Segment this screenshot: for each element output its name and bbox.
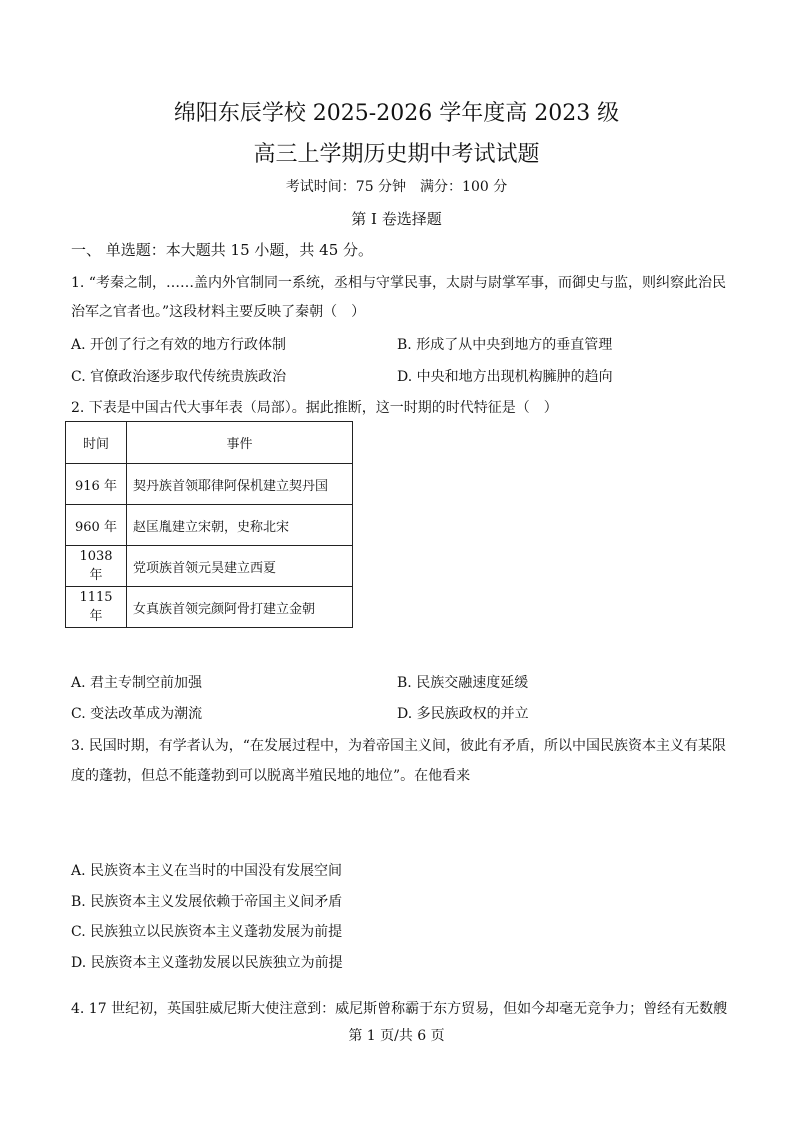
q3-option-a: A. 民族资本主义在当时的中国没有发展空间: [71, 863, 343, 879]
table-cell-time: 1038 年: [66, 546, 127, 587]
q4-stem-line1: 4. 17 世纪初，英国驻威尼斯大使注意到：威尼斯曾称霸于东方贸易，但如今却毫无竞争力；曾经有无数艘: [71, 1001, 728, 1017]
table-header-row: [66, 422, 353, 464]
page-footer: 第 1 页/共 6 页: [348, 1028, 445, 1044]
table-header-event: 事件: [127, 422, 353, 464]
q1-stem-line1: 1. “考秦之制，……盖内外官制同一系统，丞相与守掌民事，太尉与尉掌军事，而御史与监，则纠察此治民: [71, 275, 726, 291]
q2-option-b: B. 民族交融速度延缓: [397, 675, 529, 691]
table-row: [66, 546, 353, 587]
section-heading: 一、 单选题：本大题共 15 小题，共 45 分。: [71, 241, 374, 259]
q1-option-c: C. 官僚政治逐步取代传统贵族政治: [71, 369, 287, 385]
exam-title-line2: 高三上学期历史期中考试试题: [253, 142, 540, 167]
q2-stem: 2. 下表是中国古代大事年表（局部）。据此推断，这一时期的时代特征是（ ）: [71, 400, 558, 416]
q2-option-a: A. 君主专制空前加强: [71, 675, 203, 691]
table-cell-event: 女真族首领完颜阿骨打建立金朝: [127, 587, 353, 628]
table-row: [66, 505, 353, 546]
q3-option-c: C. 民族独立以民族资本主义蓬勃发展为前提: [71, 924, 343, 940]
table-cell-event: 赵匡胤建立宋朝，史称北宋: [127, 505, 353, 546]
table-row: [66, 464, 353, 505]
q3-option-d: D. 民族资本主义蓬勃发展以民族独立为前提: [71, 955, 343, 971]
q1-option-d: D. 中央和地方出现机构臃肿的趋向: [397, 369, 613, 385]
q3-stem-line2: 度的蓬勃，但总不能蓬勃到可以脱离半殖民地的地位”。在他看来: [71, 768, 471, 784]
table-header-time: 时间: [66, 422, 127, 464]
table-row: [66, 587, 353, 628]
table-cell-time: 916 年: [66, 464, 127, 505]
table-cell-event: 契丹族首领耶律阿保机建立契丹国: [127, 464, 353, 505]
table-cell-time: 960 年: [66, 505, 127, 546]
table-cell-time: 1115 年: [66, 587, 127, 628]
q1-stem-line2: 治军之官者也。”这段材料主要反映了秦朝（ ）: [71, 304, 366, 320]
q1-option-a: A. 开创了行之有效的地方行政体制: [71, 337, 287, 353]
table-cell-event: 党项族首领元昊建立西夏: [127, 546, 353, 587]
exam-title-line1: 绵阳东辰学校 2025-2026 学年度高 2023 级: [173, 101, 620, 126]
exam-meta: 考试时间：75 分钟 满分：100 分: [285, 179, 508, 195]
q2-option-d: D. 多民族政权的并立: [397, 706, 529, 722]
q3-option-b: B. 民族资本主义发展依赖于帝国主义间矛盾: [71, 894, 343, 910]
q2-option-c: C. 变法改革成为潮流: [71, 706, 203, 722]
chronology-table: [65, 421, 353, 628]
q3-stem-line1: 3. 民国时期，有学者认为，“在发展过程中，为着帝国主义间，彼此有矛盾，所以中国民族资本主义有某限: [71, 738, 726, 754]
volume-heading: 第 I 卷选择题: [351, 210, 442, 228]
q1-option-b: B. 形成了从中央到地方的垂直管理: [397, 337, 613, 353]
